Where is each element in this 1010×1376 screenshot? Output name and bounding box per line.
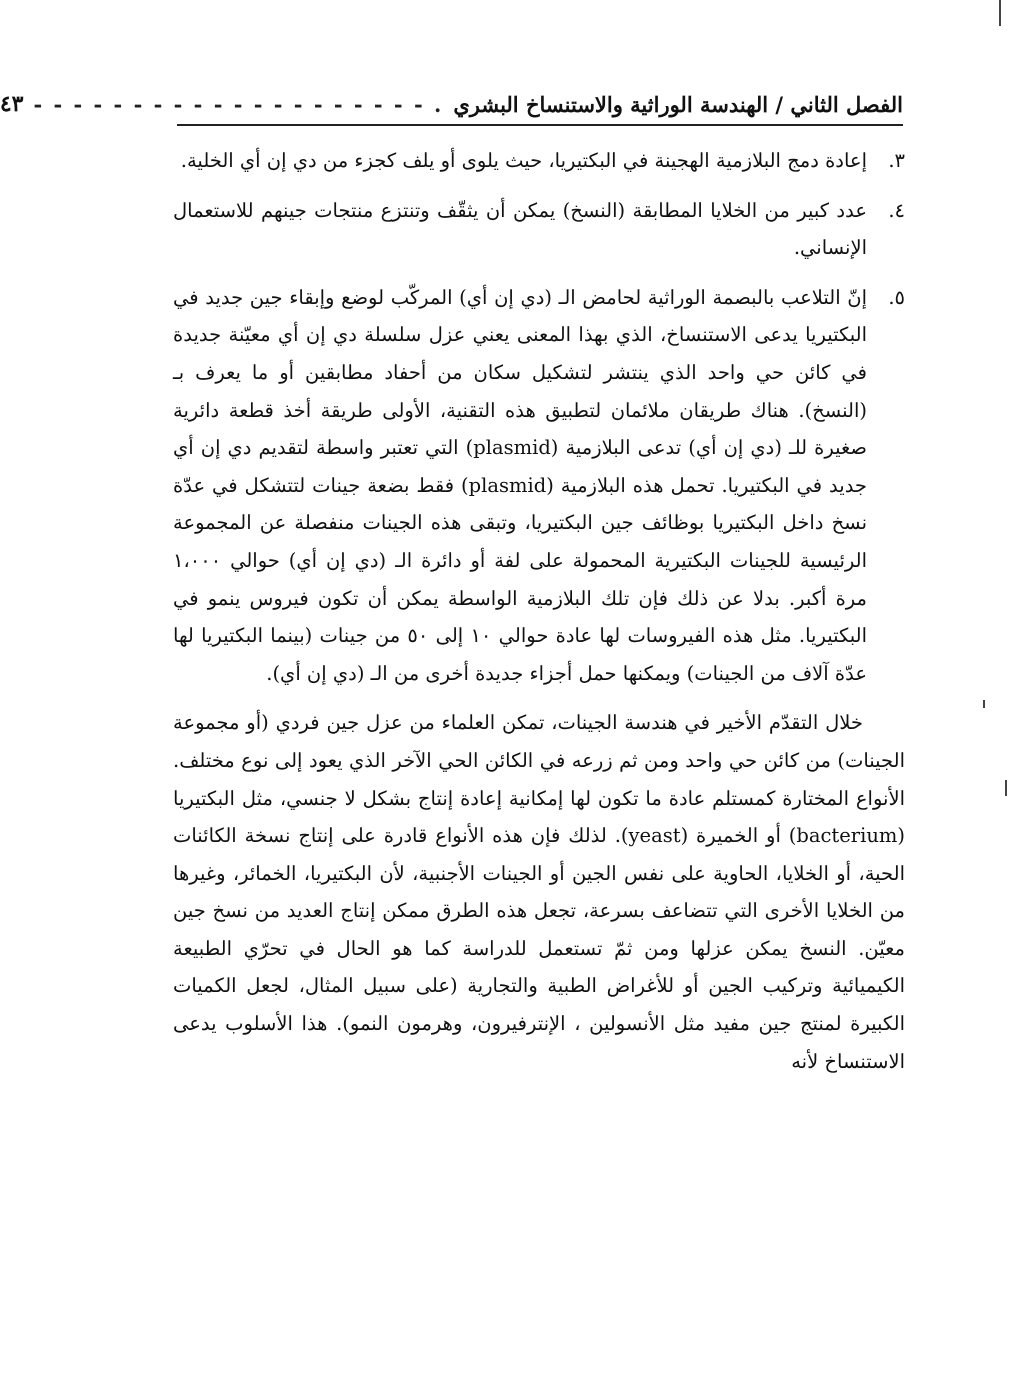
numbered-item — [173, 279, 905, 693]
item-text: إنّ التلاعب بالبصمة الوراثية لحامض الـ (دي إن أي) المركّب لوضع وإبقاء جين جديد في البكتيريا يدعى الاستنساخ، الذي بهذا المعنى يعني عزل سلسلة دي إن أي معيّنة جديدة في كائن حي واحد الذي ينتشر لتشكيل سكان من أحفاد مطابقين أو ما يعرف بـ (النسخ). هناك طريقان ملائمان لتطبيق هذه التقنية، الأولى طريقة أخذ قطعة دائرية صغيرة للـ (دي إن أي) تدعى البلازمية (plasmid) التي تعتبر واسطة لتقديم دي إن أي جديد في البكتيريا. تحمل هذه البلازمية (plasmid) فقط بضعة جينات لتتشكل في عدّة نسخ داخل البكتيريا بوظائف جين البكتيريا، وتبقى هذه الجينات منفصلة عن المجموعة الرئيسية للجينات البكتيرية المحمولة على لفة أو دائرة الـ (دي إن أي) حوالي ١،٠٠٠ مرة أكبر. بدلا عن ذلك فإن تلك البلازمية الواسطة يمكن أن تكون فيروس ينمو في البكتيريا. مثل هذه الفيروسات لها عادة حوالي ١٠ إلى ٥٠ من جينات (بينما البكتيريا لها عدّة آلاف من الجينات) ويمكنها حمل أجزاء جديدة أخرى من الـ (دي إن أي). — [173, 285, 868, 685]
item-number: ٣. — [888, 149, 905, 172]
chapter-title: الفصل الثاني / الهندسة الوراثية والاستنساخ البشري — [453, 91, 903, 117]
item-number: ٤. — [888, 198, 905, 222]
header-dotted-leader: . - - - - - - - - - - - - - - - - - - - - — [33, 91, 444, 117]
scan-edge-mark — [999, 0, 1001, 26]
item-number: ٥. — [888, 285, 905, 309]
scan-edge-mark — [983, 700, 985, 708]
item-text: عدد كبير من الخلايا المطابقة (النسخ) يمكن أن يثقّف وتنتزع منتجات جينهم للاستعمال الإنساني. — [173, 198, 867, 260]
running-header — [0, 84, 903, 126]
numbered-item — [173, 192, 905, 267]
item-text: إعادة دمج البلازمية الهجينة في البكتيريا، حيث يلوى أو يلف كجزء من دي إن أي الخلية. — [180, 149, 867, 172]
body-paragraph: خلال التقدّم الأخير في هندسة الجينات، تمكن العلماء من عزل جين فردي (أو مجموعة الجينات) من كائن حي واحد ومن ثم زرعه في الكائن الحي الآخر الذي يعود إلى نوع مختلف. الأنواع المختارة كمستلم عادة ما تكون لها إمكانية إعادة إنتاج بشكل لا جنسي، مثل البكتيريا (bacterium) أو الخميرة (yeast). لذلك فإن هذه الأنواع قادرة على إنتاج نسخة الكائنات الحية، أو الخلايا، الحاوية على نفس الجين أو الجينات الأجنبية، لأن البكتيريا، الخمائر، وغيرها من الخلايا الأخرى التي تتضاعف بسرعة، تجعل هذه الطرق ممكن إنتاج العديد من نسخ جين معيّن. النسخ يمكن عزلها ومن ثمّ تستعمل للدراسة كما هو الحال في تحرّي الطبيعة الكيميائية وتركيب الجين أو للأغراض الطبية والتجارية (على سبيل المثال، لجعل الكميات الكبيرة لمنتج جين مفيد مثل الأنسولين ، الإنترفيرون، وهرمون النمو). هذا الأسلوب يدعى الاستنساخ لأنه — [173, 711, 905, 1073]
scan-edge-mark — [1005, 780, 1007, 796]
page-body — [173, 142, 905, 1100]
numbered-item — [173, 142, 905, 180]
page-number: ٤٣ — [0, 91, 24, 117]
